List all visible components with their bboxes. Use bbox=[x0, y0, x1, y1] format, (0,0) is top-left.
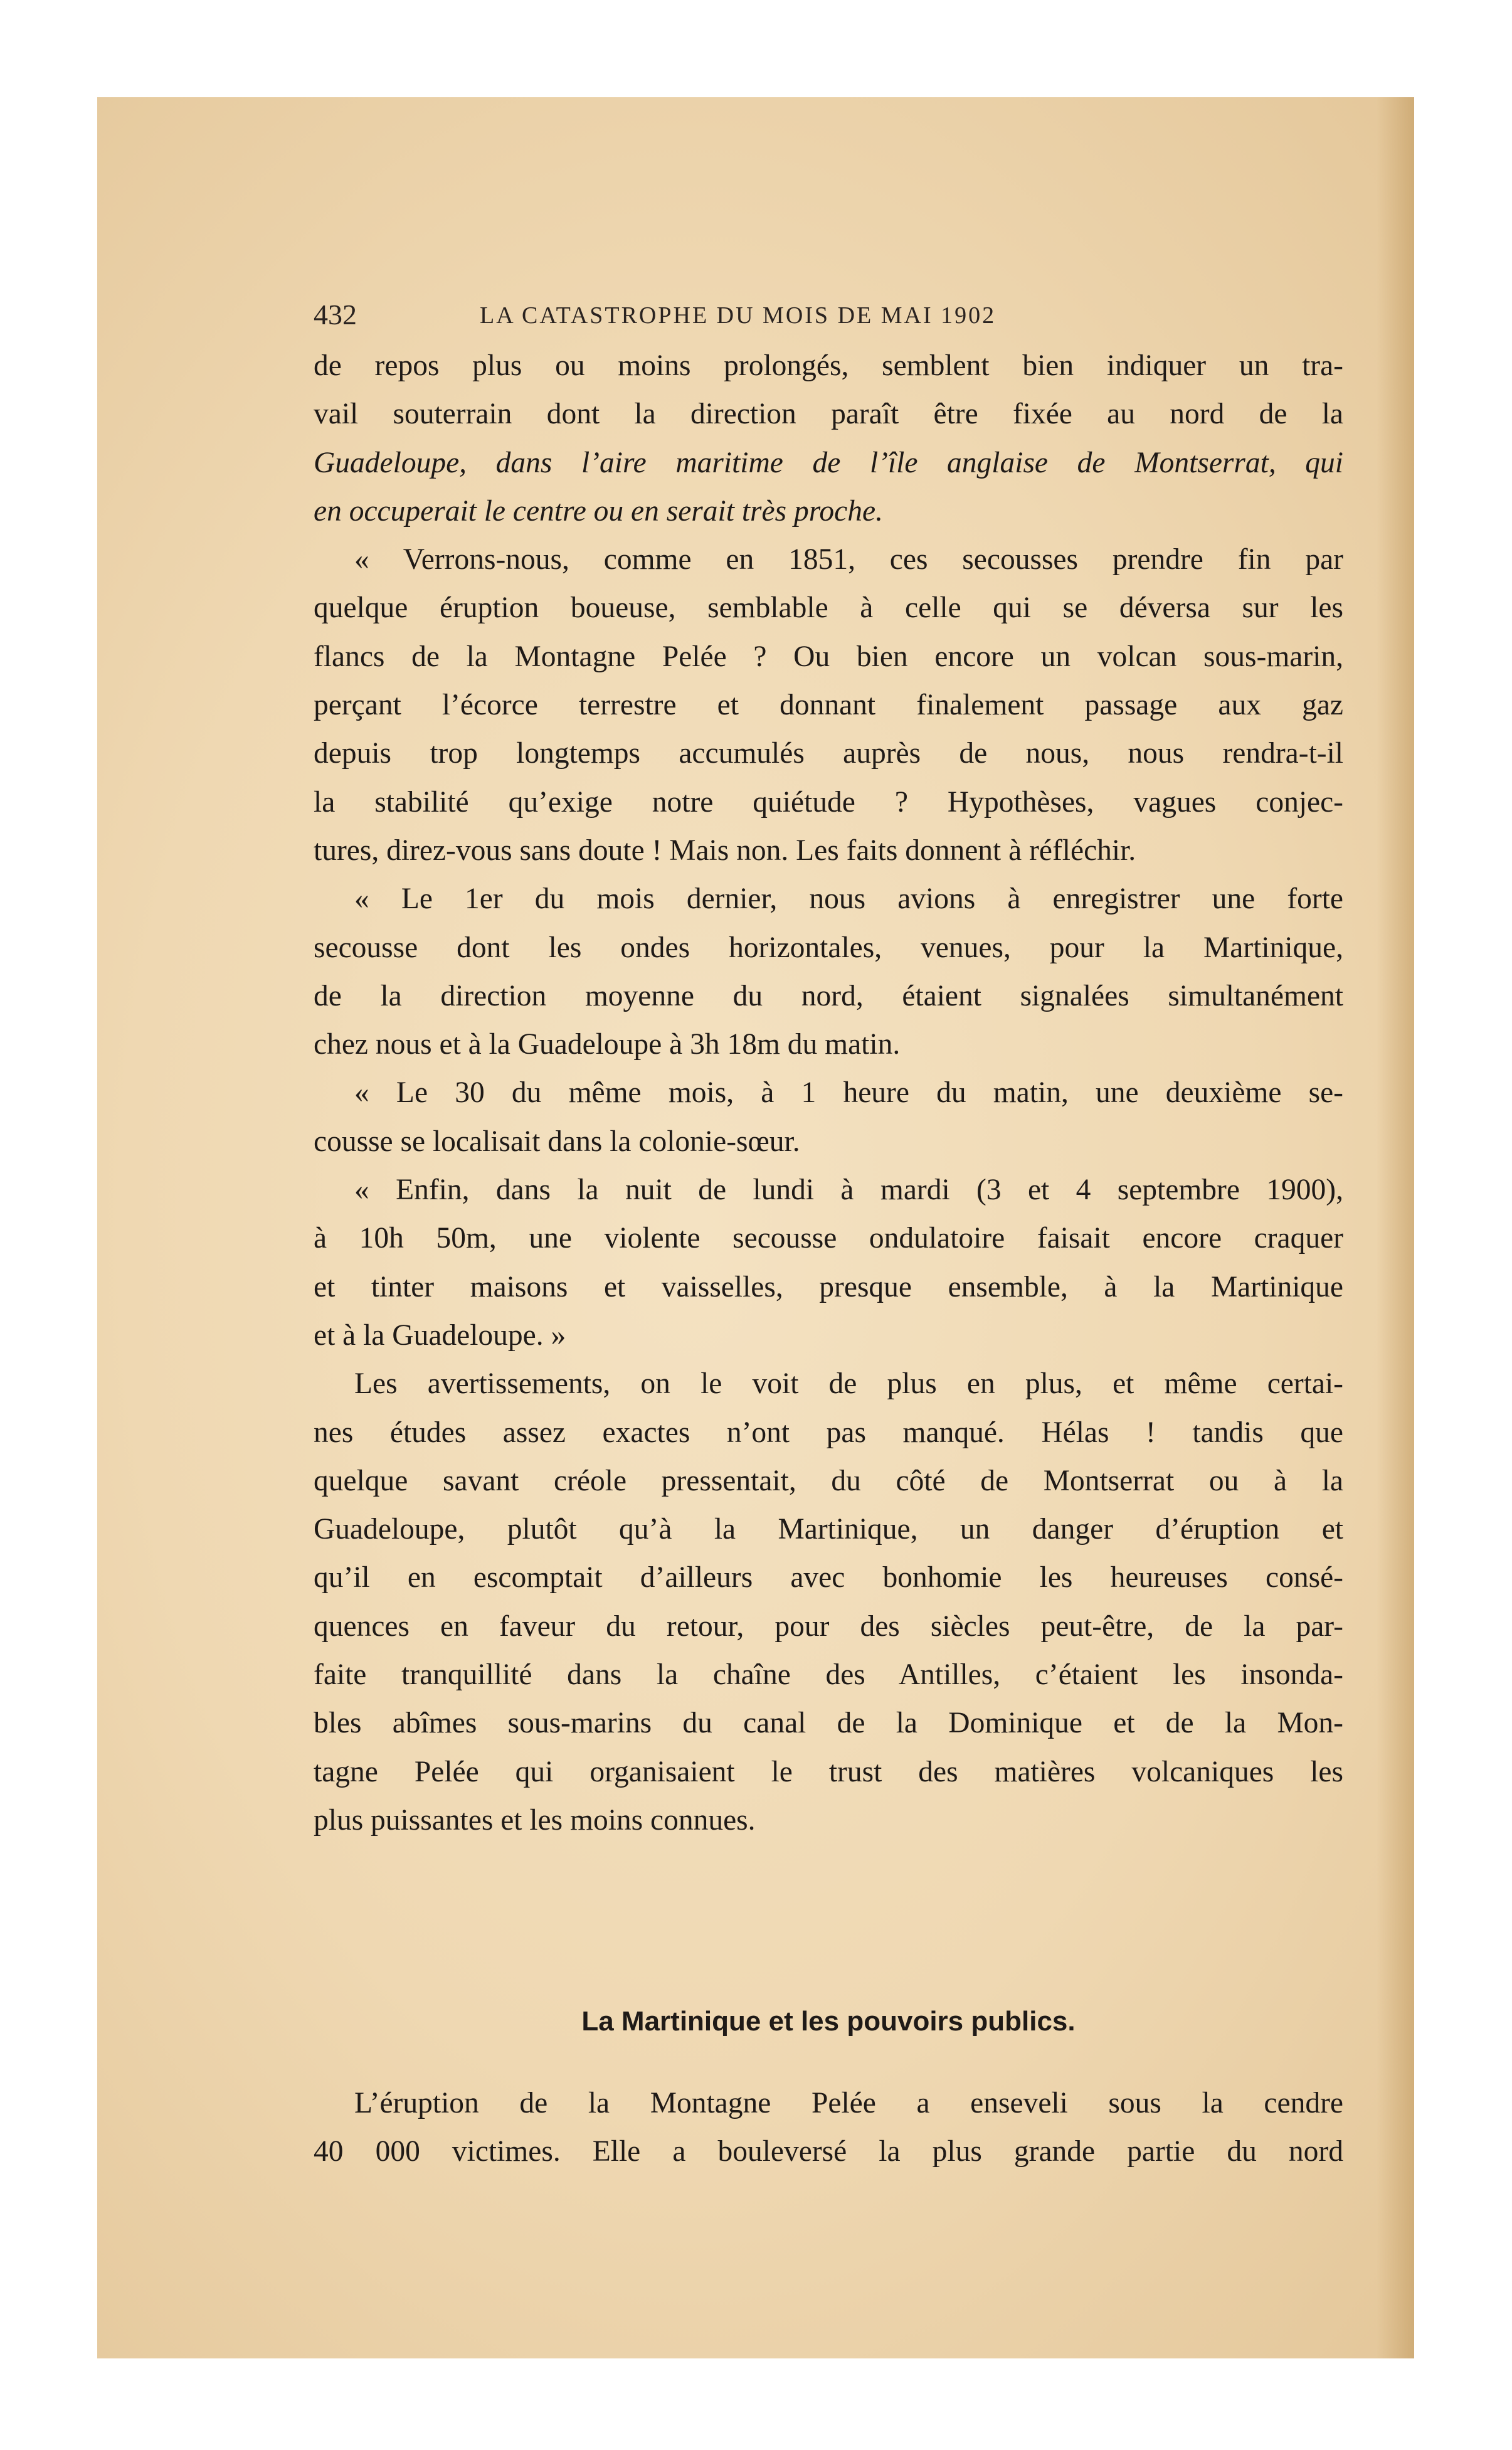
text-line: la stabilité qu’exige notre quiétude ? Hypothèses, vagues conjec- bbox=[314, 785, 1343, 819]
text-line: et à la Guadeloupe. » bbox=[314, 1318, 566, 1352]
section-heading: La Martinique et les pouvoirs publics. bbox=[581, 2006, 1076, 2037]
text-line: « Verrons-nous, comme en 1851, ces secousses prendre fin par bbox=[354, 543, 1343, 576]
text-line: « Le 1er du mois dernier, nous avions à enregistrer une forte bbox=[354, 883, 1343, 916]
page-header bbox=[314, 292, 1342, 342]
text-line: quences en faveur du retour, pour des siècles peut-être, de la par- bbox=[314, 1609, 1343, 1643]
text-line: bles abîmes sous-marins du canal de la Dominique et de la Mon- bbox=[314, 1707, 1343, 1740]
text-line: « Enfin, dans la nuit de lundi à mardi (3 et 4 septembre 1900), bbox=[354, 1174, 1343, 1207]
text-line: et tinter maisons et vaisselles, presque ensemble, à la Martinique bbox=[314, 1270, 1343, 1303]
text-line: flancs de la Montagne Pelée ? Ou bien encore un volcan sous-marin, bbox=[314, 640, 1343, 673]
text-line: de repos plus ou moins prolongés, semblent bien indiquer un tra- bbox=[314, 349, 1343, 382]
text-line: Les avertissements, on le voit de plus en plus, et même certai- bbox=[354, 1367, 1343, 1401]
text-line: tagne Pelée qui organisaient le trust des matières volcaniques les bbox=[314, 1755, 1343, 1788]
text-line: en occuperait le centre ou en serait très proche. bbox=[314, 494, 883, 528]
text-line: L’éruption de la Montagne Pelée a enseveli sous la cendre bbox=[354, 2087, 1343, 2119]
page-number: 432 bbox=[314, 299, 357, 331]
text-line: cousse se localisait dans la colonie-sœur. bbox=[314, 1125, 800, 1158]
text-line: plus puissantes et les moins connues. bbox=[314, 1803, 756, 1837]
paragraph bbox=[314, 1360, 1343, 1845]
book-page bbox=[97, 97, 1414, 2358]
text-line: 40 000 victimes. Elle a bouleversé la plus grande partie du nord bbox=[314, 2135, 1343, 2168]
paragraph bbox=[314, 536, 1343, 875]
text-line: Guadeloupe, dans l’aire maritime de l’île anglaise de Montserrat, qui bbox=[314, 446, 1343, 479]
text-line: perçant l’écorce terrestre et donnant finalement passage aux gaz bbox=[314, 689, 1343, 722]
section-text bbox=[314, 2079, 1343, 2177]
text-line: quelque savant créole pressentait, du côté de Montserrat ou à la bbox=[314, 1464, 1343, 1497]
paragraph bbox=[314, 342, 1343, 536]
text-line: secousse dont les ondes horizontales, venues, pour la Martinique, bbox=[314, 931, 1343, 964]
text-line: quelque éruption boueuse, semblable à celle qui se déversa sur les bbox=[314, 591, 1343, 625]
text-line: tures, direz-vous sans doute ! Mais non. Les faits donnent à réfléchir. bbox=[314, 834, 1136, 867]
paragraph bbox=[314, 875, 1343, 1069]
running-title: LA CATASTROPHE DU MOIS DE MAI 1902 bbox=[480, 302, 997, 329]
text-line: vail souterrain dont la direction paraît être fixée au nord de la bbox=[314, 398, 1343, 431]
paragraph bbox=[314, 1166, 1343, 1360]
text-line: qu’il en escomptait d’ailleurs avec bonhomie les heureuses consé- bbox=[314, 1561, 1343, 1594]
paragraph bbox=[314, 1069, 1343, 1166]
main-text bbox=[314, 342, 1343, 1845]
text-line: « Le 30 du même mois, à 1 heure du matin, une deuxième se- bbox=[354, 1076, 1343, 1110]
text-line: faite tranquillité dans la chaîne des Antilles, c’étaient les insonda- bbox=[314, 1658, 1343, 1692]
text-line: Guadeloupe, plutôt qu’à la Martinique, un danger d’éruption et bbox=[314, 1513, 1343, 1546]
text-line: nes études assez exactes n’ont pas manqué. Hélas ! tandis que bbox=[314, 1416, 1343, 1449]
text-line: depuis trop longtemps accumulés auprès de nous, nous rendra-t-il bbox=[314, 737, 1343, 770]
text-line: à 10h 50m, une violente secousse ondulatoire faisait encore craquer bbox=[314, 1222, 1343, 1255]
text-line: chez nous et à la Guadeloupe à 3h 18m du matin. bbox=[314, 1028, 901, 1061]
text-line: de la direction moyenne du nord, étaient signalées simultanément bbox=[314, 979, 1343, 1012]
